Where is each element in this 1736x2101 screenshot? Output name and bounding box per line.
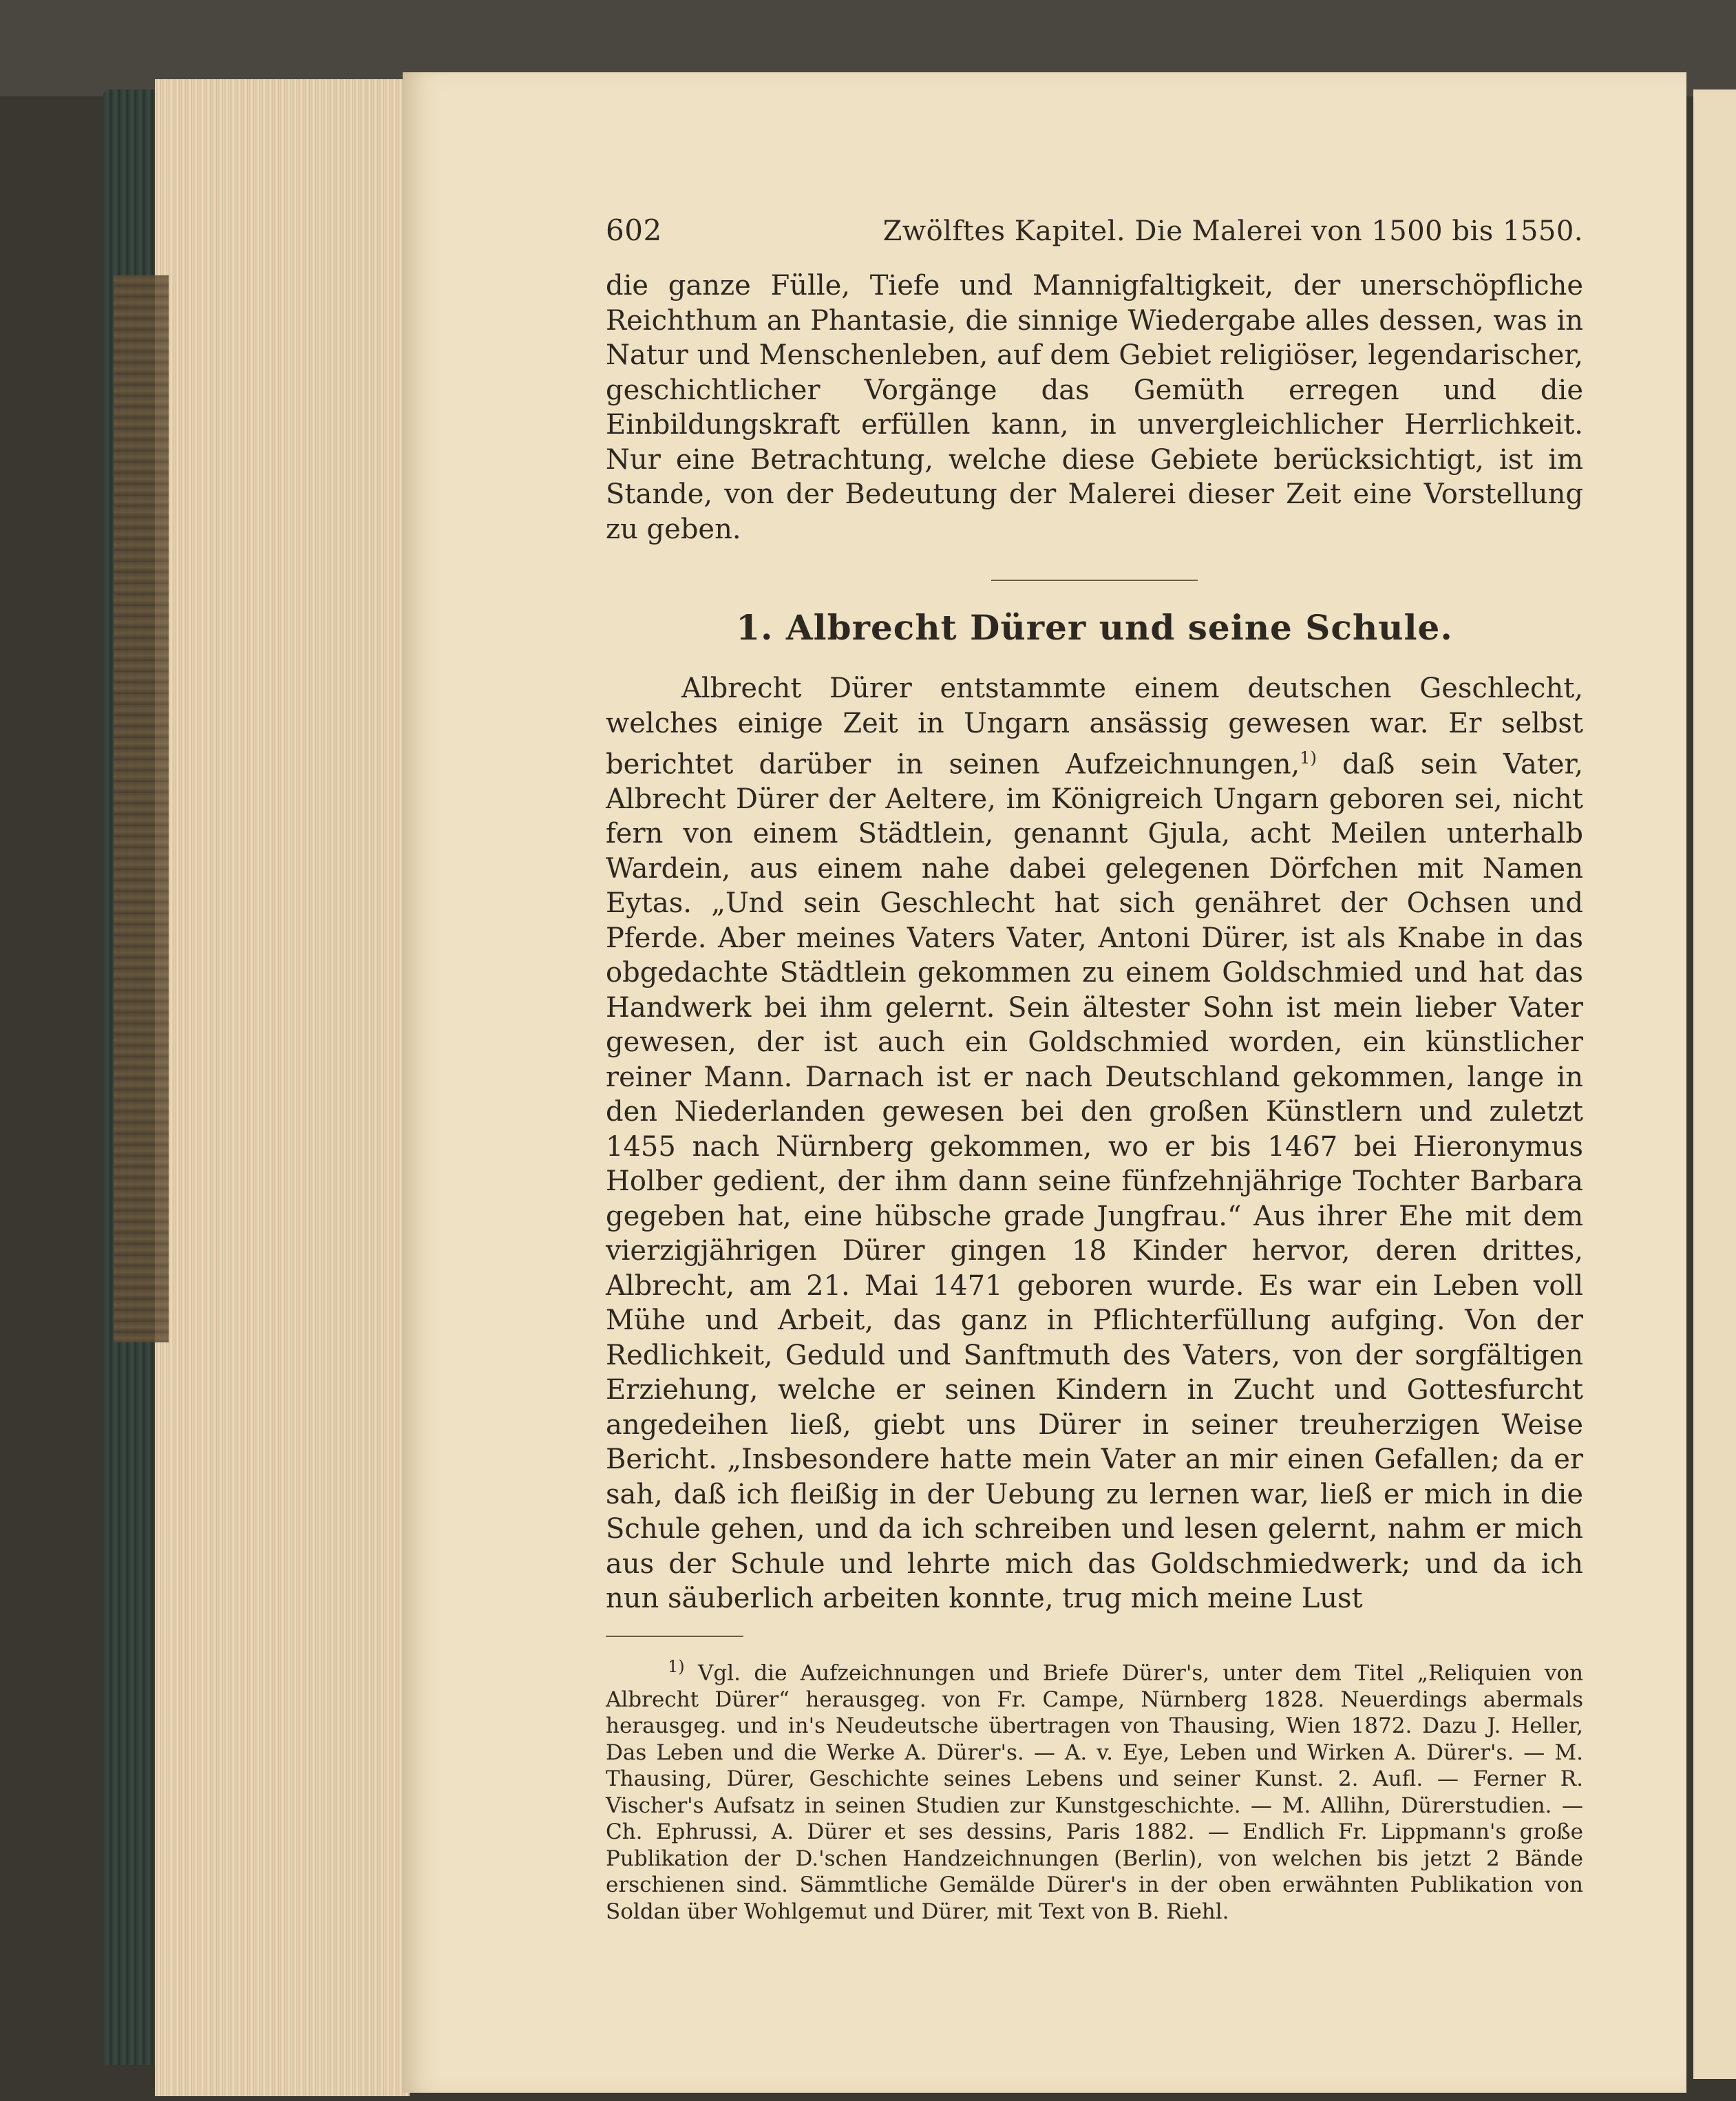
cover-marbling xyxy=(114,275,169,1342)
body-text-part1: Albrecht Dürer entstammte einem deutschen Geschlecht, welches einige Zeit in Ungarn ansässig gewesen war. Er selbst berichtet darüber in seinen Aufzeichnungen, xyxy=(606,673,1583,781)
section-title: 1. Albrecht Dürer und seine Schule. xyxy=(736,607,1453,648)
section-divider xyxy=(991,580,1198,581)
running-header xyxy=(606,213,1583,268)
page-edges xyxy=(155,79,410,2096)
intro-paragraph: die ganze Fülle, Tiefe und Mannigfaltigkeit, der unerschöpfliche Reichthum an Phantasie, die sinnige Wiedergabe alles dessen, was in Natur und Menschenleben, auf dem Gebiet religiöser, legendarischer, geschichtlicher Vorgänge das Gemüth erregen und die Einbildungskraft erfüllen kann, in unvergleichlicher Herrlichkeit. Nur eine Betrachtung, welche diese Gebiete berücksichtigt, ist im Stande, von der Bedeutung der Malerei dieser Zeit eine Vorstellung zu geben. xyxy=(606,270,1583,545)
facing-page-edge xyxy=(1693,89,1736,2079)
footnote-rule xyxy=(606,1636,743,1637)
footnote-reference: 1) xyxy=(1300,748,1317,768)
footnote-marker: 1) xyxy=(668,1656,685,1676)
page-number: 602 xyxy=(606,213,662,247)
page-content xyxy=(606,213,1583,1925)
body-text-part2: daß sein Vater, Albrecht Dürer der Aeltere, im Königreich Ungarn geboren sei, nicht fern von einem Städtlein, genannt Gjula, acht Meilen unterhalb Wardein, aus einem nahe dabei gelegenen Dörfchen mit Namen Eytas. „Und sein Geschlecht hat sich genähret der Ochsen und Pferde. Aber meines Vaters Vater, Antoni Dürer, ist als Knabe in das obgedachte Städtlein gekommen zu einem Goldschmied und hat das Handwerk bei ihm gelernt. Sein ältester Sohn ist mein lieber Vater gewesen, der ist auch ein Goldschmied worden, ein künstlicher reiner Mann. Darnach ist er nach Deutschland gekommen, lange in den Niederlanden gewesen bei den großen Künstlern und zuletzt 1455 nach Nürnberg gekommen, wo er bis 1467 bei Hieronymus Holber gedient, der ihm dann seine fünfzehnjährige Tochter Barbara gegeben hat, eine hübsche grade Jungfrau.“ Aus ihrer Ehe mit dem vierzigjährigen Dürer gingen 18 Kinder hervor, deren drittes, Albrecht, am 21. Mai 1471 geboren wurde. Es war ein Leben voll Mühe und Arbeit, das ganz in Pflichterfüllung aufging. Von der Redlichkeit, Geduld und Sanftmuth des Vaters, von der sorgfältigen Erziehung, welche er seinen Kindern in Zucht und Gottesfurcht angedeihen ließ, giebt uns Dürer in seiner treuherzigen Weise Bericht. „Insbesondere hatte mein Vater an mir einen Gefallen; da er sah, daß ich fleißig in der Uebung zu lernen war, ließ er mich in die Schule gehen, und da ich schreiben und lesen gelernt, nahm er mich aus der Schule und lehrte mich das Goldschmiedwerk; und da ich nun säuberlich arbeiten konnte, trug mich meine Lust xyxy=(606,748,1583,1615)
running-head: Zwölftes Kapitel. Die Malerei von 1500 bis 1550. xyxy=(882,215,1583,247)
footnote xyxy=(606,1654,1583,1925)
footnote-text: Vgl. die Aufzeichnungen und Briefe Dürer's, unter dem Titel „Reliquien von Albrecht Dürer“ herausgeg. von Fr. Campe, Nürnberg 1828. Neuerdings abermals herausgeg. und in's Neudeutsche übertragen von Thausing, Wien 1872. Dazu J. Heller, Das Leben und die Werke A. Dürer's. — A. v. Eye, Leben und Wirken A. Dürer's. — M. Thausing, Dürer, Geschichte seines Lebens und seiner Kunst. 2. Aufl. — Ferner R. Vischer's Aufsatz in seinen Studien zur Kunstgeschichte. — M. Allihn, Dürerstudien. — Ch. Ephrussi, A. Dürer et ses dessins, Paris 1882. — Endlich Fr. Lippmann's große Publikation der D.'schen Handzeichnungen (Berlin), von welchen bis jetzt 2 Bände erschienen sind. Sämmtliche Gemälde Dürer's in der oben erwähnten Publikation von Soldan über Wohlgemut und Dürer, mit Text von B. Riehl. xyxy=(606,1660,1583,1924)
section-body xyxy=(606,671,1583,1616)
